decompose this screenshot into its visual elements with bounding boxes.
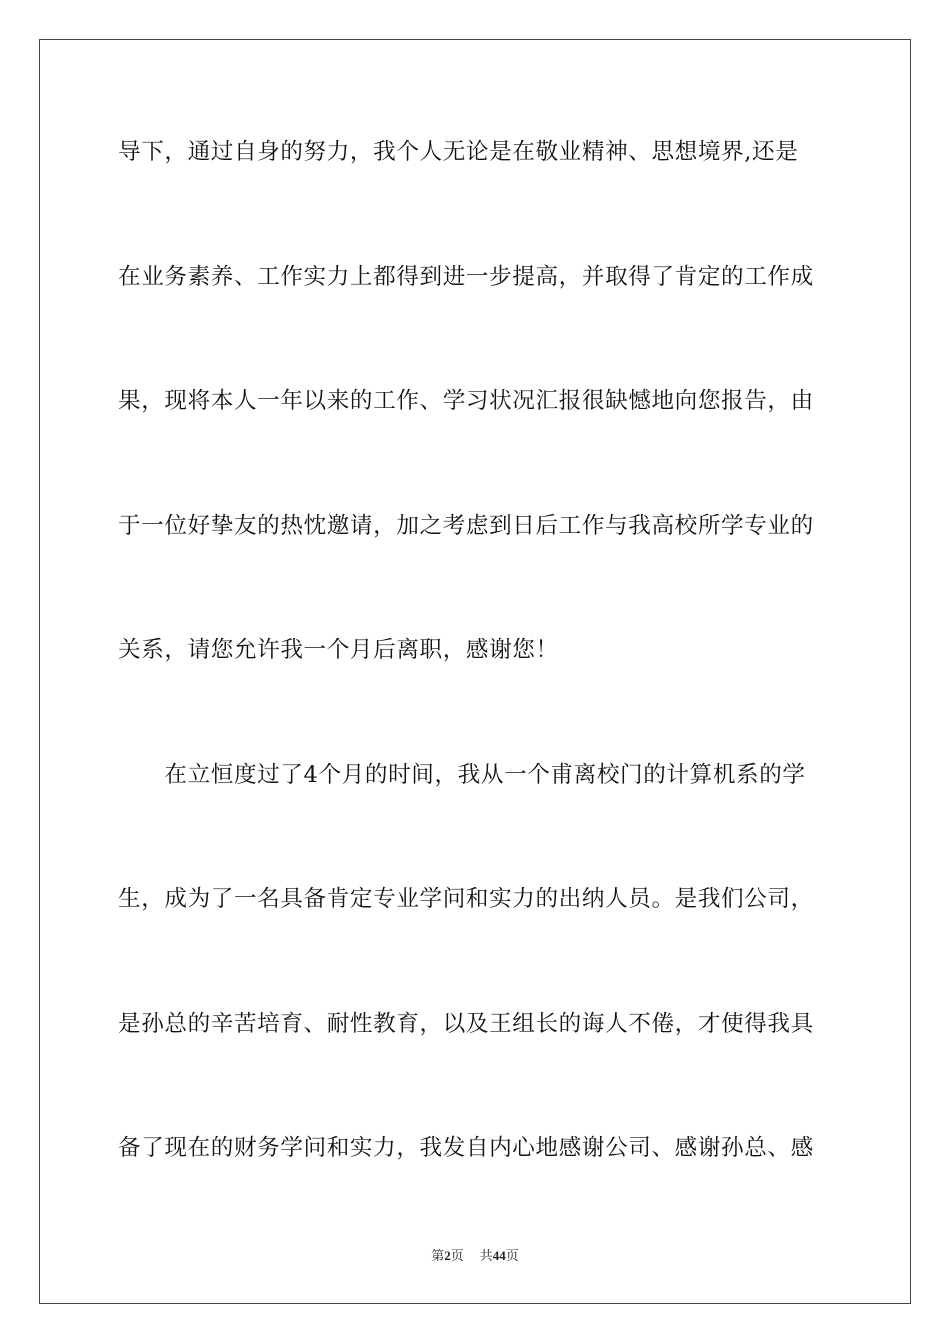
page-number: 2	[444, 1248, 451, 1263]
body-line-3: 果，现将本人一年以来的工作、学习状况汇报很缺憾地向您报告，由	[118, 388, 814, 414]
body-line-8: 是孙总的辛苦培育、耐性教育，以及王组长的诲人不倦，才使得我具	[118, 1011, 814, 1037]
body-line-2: 在业务素养、工作实力上都得到进一步提高，并取得了肯定的工作成	[118, 264, 814, 290]
total-suffix: 页	[505, 1248, 519, 1263]
total-prefix: 共	[479, 1248, 493, 1263]
body-line-4: 于一位好挚友的热忱邀请，加之考虑到日后工作与我高校所学专业的	[118, 513, 814, 539]
page-prefix: 第	[431, 1248, 445, 1263]
page-border	[39, 39, 911, 1304]
body-line-5: 关系，请您允许我一个月后离职，感谢您！	[118, 637, 559, 663]
page-suffix: 页	[450, 1248, 464, 1263]
body-line-7: 生，成为了一名具备肯定专业学问和实力的出纳人员。是我们公司，	[118, 886, 814, 912]
body-line-6: 在立恒度过了4个月的时间，我从一个甫离校门的计算机系的学	[118, 762, 806, 788]
body-line-1: 导下，通过自身的努力，我个人无论是在敬业精神、思想境界,还是	[118, 139, 799, 165]
body-line-9: 备了现在的财务学问和实力，我发自内心地感谢公司、感谢孙总、感	[118, 1135, 814, 1161]
page-footer	[0, 1247, 950, 1265]
total-pages: 44	[492, 1248, 506, 1263]
